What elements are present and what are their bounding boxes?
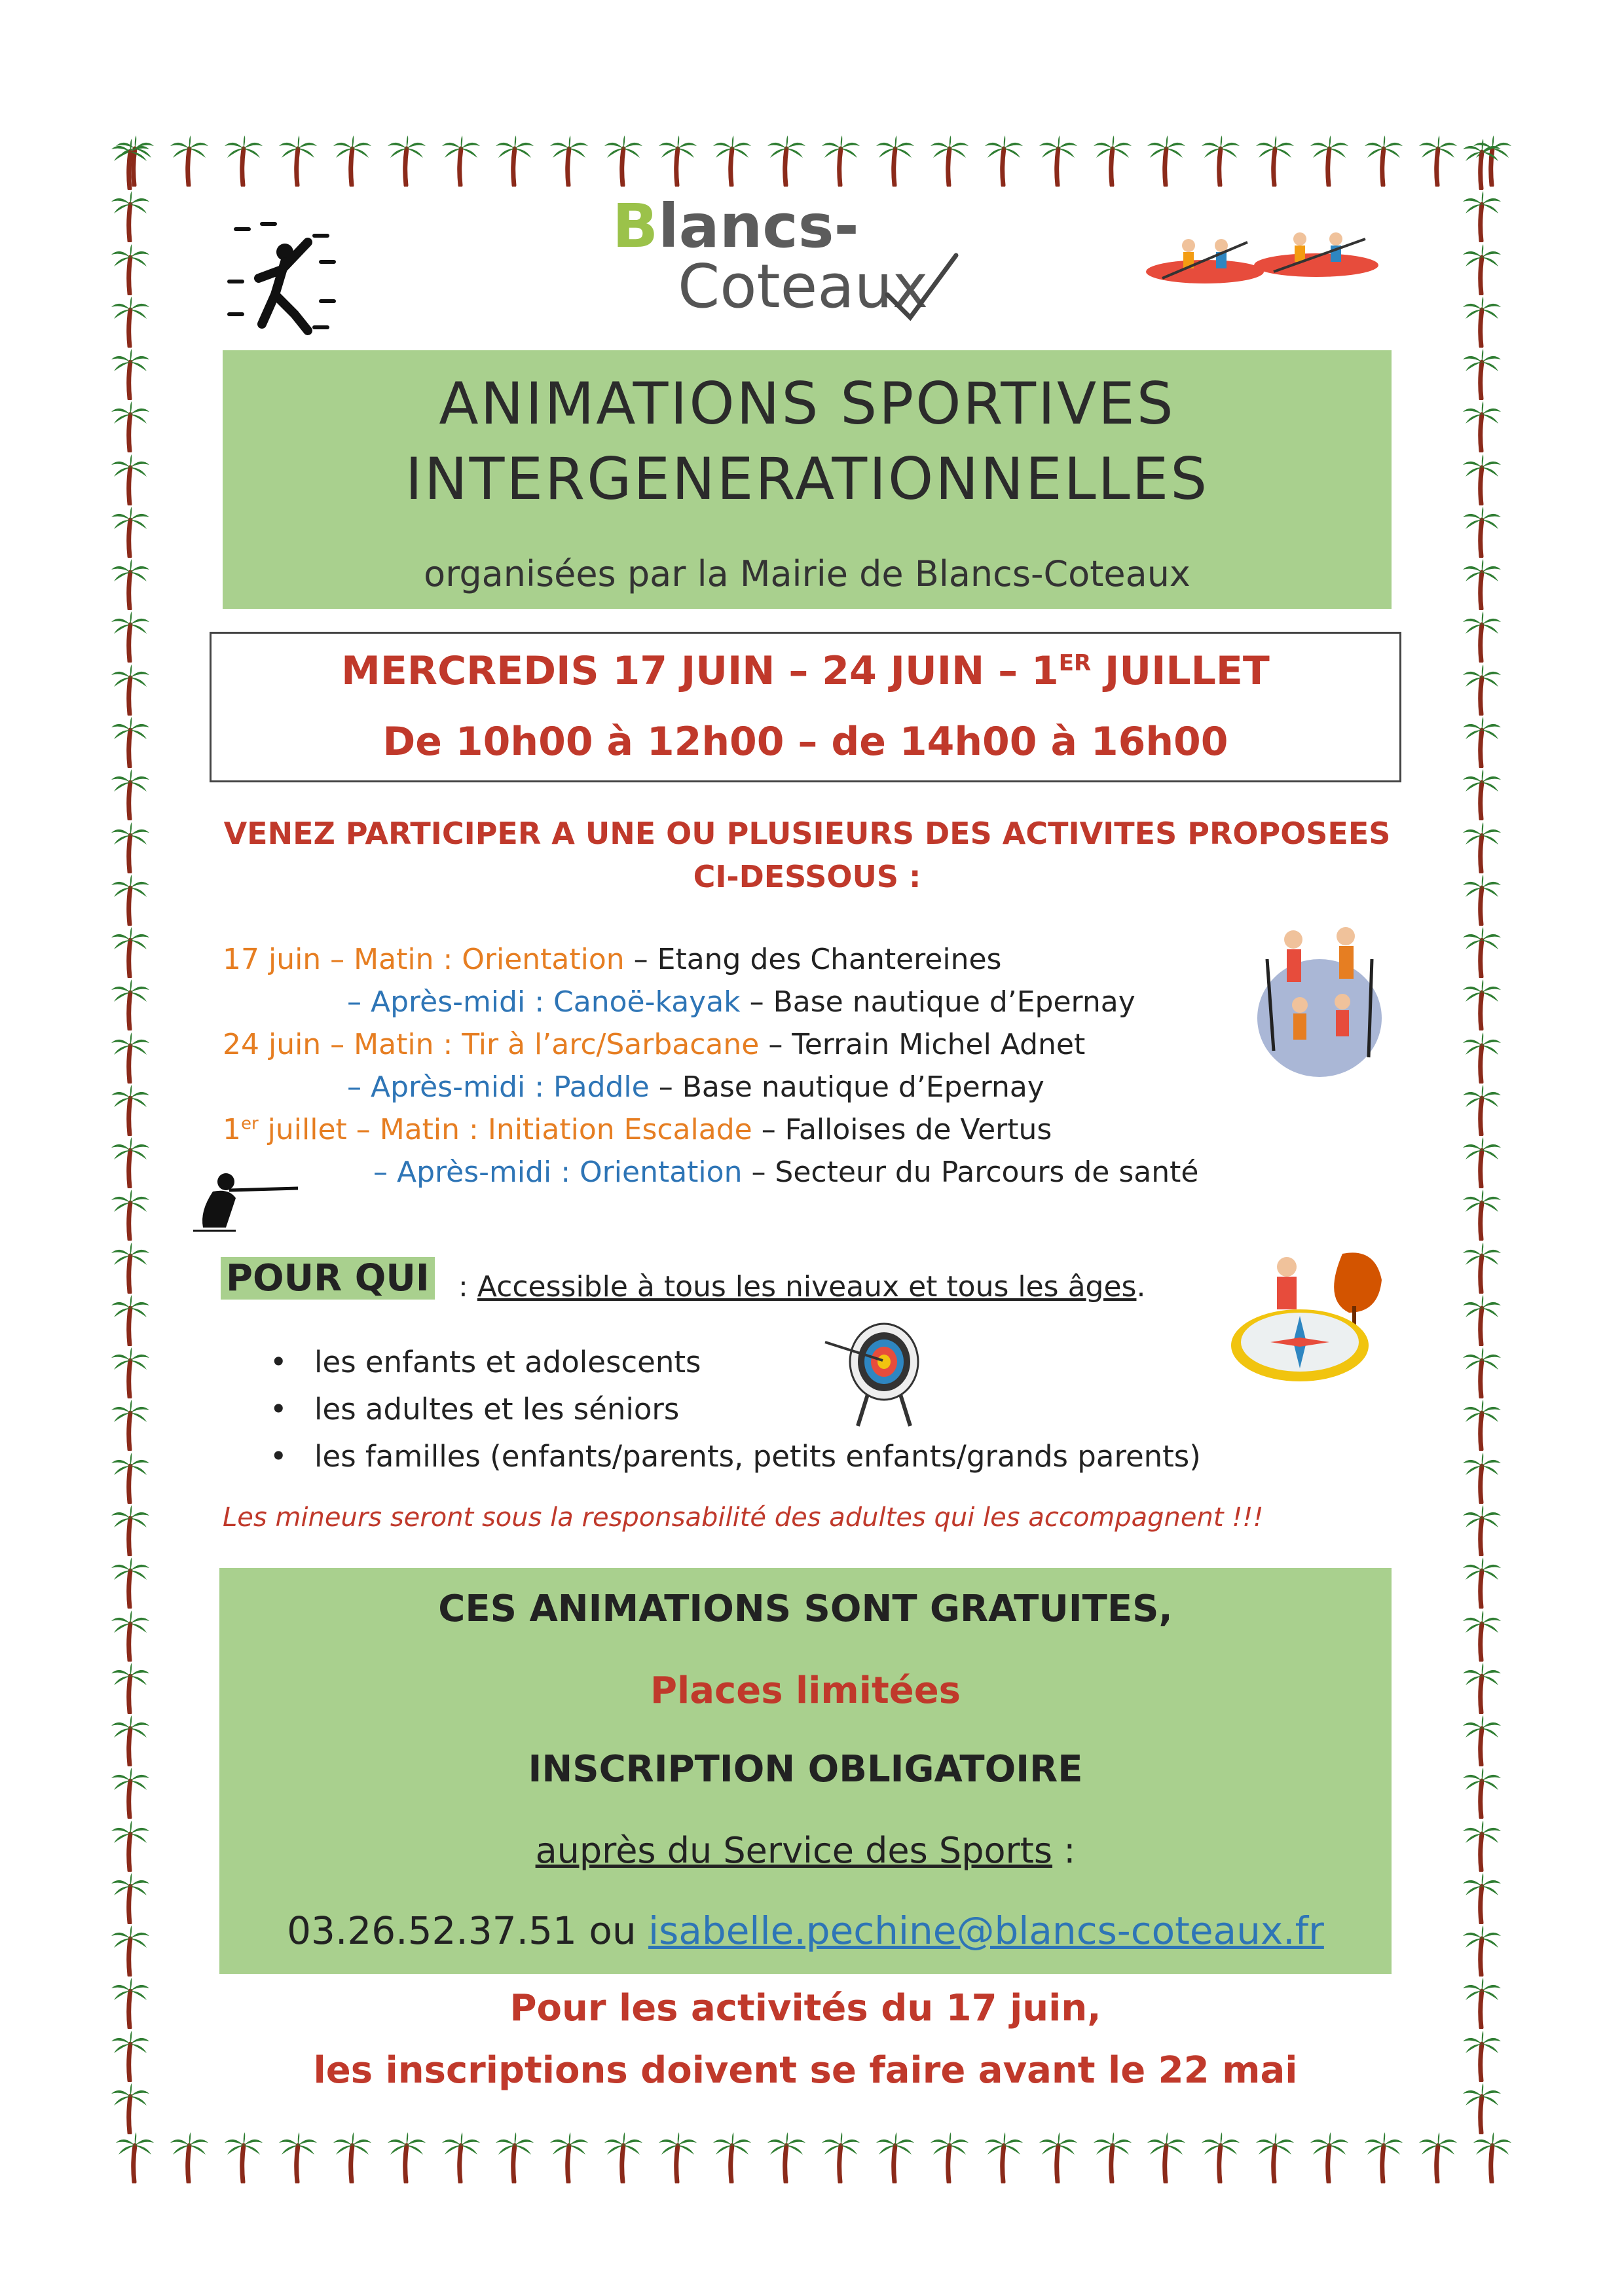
- palm-tree-icon: [223, 2131, 264, 2183]
- activity-row: [223, 943, 1001, 976]
- palm-tree-icon: [766, 134, 807, 187]
- palm-tree-icon: [1038, 2131, 1079, 2183]
- palm-tree-icon: [110, 716, 151, 768]
- palm-tree-icon: [712, 2131, 752, 2183]
- palm-tree-icon: [278, 2131, 318, 2183]
- email-link[interactable]: isabelle.pechine@blancs-coteaux.fr: [648, 1908, 1324, 1953]
- activity-row: [347, 1070, 1044, 1104]
- activity-label: 17 juin – Matin : Orientation: [223, 943, 625, 976]
- logo-letter: B: [612, 191, 659, 261]
- service-end: :: [1052, 1830, 1076, 1871]
- palm-border-right: [1462, 137, 1507, 2134]
- palm-tree-icon: [110, 1504, 151, 1556]
- palm-tree-icon: [1462, 978, 1502, 1030]
- palm-tree-icon: [1462, 610, 1502, 663]
- page-title-line2: INTERGENERATIONNELLES: [405, 445, 1209, 513]
- audience-description: [458, 1270, 1145, 1303]
- palm-tree-icon: [1462, 1084, 1502, 1136]
- palm-tree-icon: [110, 295, 151, 348]
- palm-tree-icon: [1418, 2131, 1458, 2183]
- activity-label: – Après-midi : Orientation: [373, 1156, 743, 1189]
- palm-tree-icon: [110, 1398, 151, 1451]
- activity-place: – Secteur du Parcours de santé: [742, 1156, 1199, 1189]
- palm-tree-icon: [110, 978, 151, 1030]
- palm-tree-icon: [1462, 1451, 1502, 1504]
- palm-tree-icon: [110, 1819, 151, 1872]
- dates-line: [212, 648, 1399, 694]
- palm-tree-icon: [1146, 2131, 1187, 2183]
- activity-label-rest: juillet – Matin : Initiation Escalade: [258, 1113, 752, 1146]
- activity-label: 24 juin – Matin : Tir à l’arc/Sarbacane: [223, 1028, 760, 1061]
- palm-tree-icon: [1255, 2131, 1295, 2183]
- palm-tree-icon: [1462, 453, 1502, 505]
- palm-tree-icon: [1462, 2082, 1502, 2134]
- palm-tree-icon: [110, 348, 151, 400]
- palm-tree-icon: [1092, 2131, 1133, 2183]
- palm-tree-icon: [110, 1714, 151, 1766]
- logo-line1: [612, 191, 859, 261]
- palm-tree-icon: [110, 1924, 151, 1977]
- palm-tree-icon: [1200, 134, 1241, 187]
- palm-tree-icon: [1472, 2131, 1513, 2183]
- palm-tree-icon: [110, 1451, 151, 1504]
- palm-tree-icon: [1462, 1714, 1502, 1766]
- list-item: • les adultes et les séniors: [262, 1386, 1201, 1433]
- palm-tree-icon: [110, 1084, 151, 1136]
- palm-tree-icon: [386, 134, 427, 187]
- palm-tree-icon: [110, 2030, 151, 2082]
- palm-tree-icon: [1462, 768, 1502, 820]
- palm-tree-icon: [1462, 558, 1502, 610]
- activity-row: [223, 1113, 1052, 1146]
- palm-tree-icon: [1462, 1294, 1502, 1346]
- page-title-line1: ANIMATIONS SPORTIVES: [439, 370, 1175, 437]
- palm-tree-icon: [110, 1556, 151, 1609]
- logo-line2: Coteaux: [678, 251, 929, 321]
- palm-tree-icon: [110, 873, 151, 926]
- palm-tree-icon: [549, 134, 589, 187]
- palm-tree-icon: [1462, 1609, 1502, 1662]
- palm-tree-icon: [1462, 1662, 1502, 1714]
- palm-tree-icon: [110, 453, 151, 505]
- archer-icon: [190, 1165, 301, 1237]
- activity-row: [347, 985, 1135, 1019]
- palm-tree-icon: [441, 134, 481, 187]
- palm-tree-icon: [110, 610, 151, 663]
- palm-tree-icon: [1462, 1398, 1502, 1451]
- contact-or: ou: [576, 1908, 649, 1953]
- palm-tree-icon: [110, 1346, 151, 1398]
- logo-text: lancs-: [658, 191, 859, 261]
- palm-tree-icon: [110, 926, 151, 978]
- palm-tree-icon: [1038, 134, 1079, 187]
- palm-tree-icon: [1462, 137, 1502, 190]
- activity-place: – Terrain Michel Adnet: [759, 1028, 1086, 1061]
- activity-row: [373, 1156, 1198, 1189]
- title-banner: [223, 350, 1392, 609]
- palm-tree-icon: [332, 2131, 373, 2183]
- palm-tree-icon: [1462, 2030, 1502, 2082]
- list-item: • les enfants et adolescents: [262, 1339, 1201, 1386]
- palm-border-bottom: [115, 2131, 1513, 2187]
- dates-box: [210, 632, 1401, 782]
- palm-tree-icon: [1462, 716, 1502, 768]
- palm-tree-icon: [1200, 2131, 1241, 2183]
- palm-tree-icon: [1363, 134, 1404, 187]
- audience-colon: :: [458, 1270, 477, 1303]
- palm-tree-icon: [1462, 295, 1502, 348]
- activity-place: – Base nautique d’Epernay: [649, 1070, 1044, 1104]
- audience-desc-end: .: [1136, 1270, 1146, 1303]
- dates-main: MERCREDIS 17 JUIN – 24 JUIN – 1: [341, 648, 1059, 694]
- palm-tree-icon: [984, 2131, 1024, 2183]
- palm-tree-icon: [223, 134, 264, 187]
- invite-line1: VENEZ PARTICIPER A UNE OU PLUSIEURS DES ACTIVITES PROPOSEES: [223, 816, 1391, 851]
- activity-label: [223, 1113, 752, 1146]
- palm-tree-icon: [1418, 134, 1458, 187]
- palm-tree-icon: [1462, 1977, 1502, 2029]
- registration-banner: [219, 1568, 1392, 1974]
- palm-tree-icon: [110, 1136, 151, 1188]
- palm-tree-icon: [1462, 1031, 1502, 1084]
- logo: [612, 191, 979, 327]
- service-name: auprès du Service des Sports: [535, 1830, 1053, 1871]
- palm-tree-icon: [875, 2131, 915, 2183]
- palm-border-left: [110, 137, 156, 2134]
- palm-tree-icon: [1255, 134, 1295, 187]
- palm-tree-icon: [821, 134, 861, 187]
- invite-text: [223, 812, 1392, 898]
- palm-tree-icon: [1092, 134, 1133, 187]
- contact-line: [219, 1908, 1392, 1953]
- free-notice: CES ANIMATIONS SONT GRATUITES,: [438, 1588, 1173, 1630]
- palm-tree-icon: [1462, 1504, 1502, 1556]
- palm-tree-icon: [110, 1872, 151, 1924]
- palm-tree-icon: [110, 1662, 151, 1714]
- palm-tree-icon: [110, 768, 151, 820]
- footer-line2: les inscriptions doivent se faire avant le 22 mai: [313, 2049, 1298, 2092]
- palm-tree-icon: [603, 134, 644, 187]
- palm-tree-icon: [1462, 1241, 1502, 1294]
- palm-tree-icon: [549, 2131, 589, 2183]
- activity-label-sup: er: [241, 1114, 259, 1134]
- palm-tree-icon: [110, 1031, 151, 1084]
- activity-label: – Après-midi : Canoë-kayak: [347, 985, 741, 1019]
- footer-line1: Pour les activités du 17 juin,: [509, 1987, 1101, 2030]
- palm-tree-icon: [766, 2131, 807, 2183]
- palm-tree-icon: [115, 2131, 155, 2183]
- phone-number: 03.26.52.37.51: [287, 1908, 577, 1953]
- paddle-board-icon: [1254, 920, 1385, 1084]
- dates-end: JUILLET: [1091, 648, 1270, 694]
- palm-tree-icon: [110, 558, 151, 610]
- palm-tree-icon: [332, 134, 373, 187]
- palm-tree-icon: [1462, 873, 1502, 926]
- palm-tree-icon: [1462, 663, 1502, 716]
- climber-icon: [223, 216, 341, 340]
- palm-tree-icon: [110, 1977, 151, 2029]
- palm-tree-icon: [169, 2131, 210, 2183]
- palm-tree-icon: [494, 2131, 535, 2183]
- kayak-icon: [1143, 216, 1392, 301]
- dates-sup: ER: [1058, 650, 1092, 676]
- compass-icon: [1225, 1241, 1388, 1391]
- list-item: • les familles (enfants/parents, petits enfants/grands parents): [262, 1433, 1201, 1480]
- palm-tree-icon: [603, 2131, 644, 2183]
- palm-tree-icon: [821, 2131, 861, 2183]
- palm-tree-icon: [1363, 2131, 1404, 2183]
- palm-tree-icon: [1462, 348, 1502, 400]
- activity-label-start: 1: [223, 1113, 241, 1146]
- palm-tree-icon: [110, 1294, 151, 1346]
- palm-border-top: [115, 134, 1513, 190]
- palm-tree-icon: [1462, 505, 1502, 558]
- minors-warning: Les mineurs seront sous la responsabilité des adultes qui les accompagnent !!!: [223, 1503, 1264, 1533]
- palm-tree-icon: [1462, 821, 1502, 873]
- palm-tree-icon: [929, 134, 970, 187]
- palm-tree-icon: [110, 400, 151, 452]
- palm-tree-icon: [657, 2131, 698, 2183]
- palm-tree-icon: [110, 1609, 151, 1662]
- palm-tree-icon: [875, 134, 915, 187]
- palm-tree-icon: [1309, 134, 1350, 187]
- palm-tree-icon: [657, 134, 698, 187]
- palm-tree-icon: [110, 1188, 151, 1241]
- palm-tree-icon: [1462, 1924, 1502, 1977]
- palm-tree-icon: [1462, 1872, 1502, 1924]
- activity-label: – Après-midi : Paddle: [347, 1070, 650, 1104]
- palm-tree-icon: [1462, 926, 1502, 978]
- mandatory-registration: INSCRIPTION OBLIGATOIRE: [528, 1748, 1083, 1791]
- palm-tree-icon: [110, 137, 151, 190]
- palm-tree-icon: [1462, 1346, 1502, 1398]
- palm-tree-icon: [1309, 2131, 1350, 2183]
- palm-tree-icon: [1462, 1766, 1502, 1819]
- invite-line2: CI-DESSOUS :: [693, 859, 921, 894]
- palm-tree-icon: [712, 134, 752, 187]
- palm-tree-icon: [984, 134, 1024, 187]
- limited-places: Places limitées: [650, 1669, 961, 1712]
- palm-tree-icon: [110, 243, 151, 295]
- palm-tree-icon: [110, 2082, 151, 2134]
- service-line: [219, 1830, 1392, 1871]
- palm-tree-icon: [1462, 190, 1502, 242]
- palm-tree-icon: [1462, 1188, 1502, 1241]
- palm-tree-icon: [110, 1241, 151, 1294]
- activity-place: – Falloises de Vertus: [752, 1113, 1052, 1146]
- palm-tree-icon: [110, 190, 151, 242]
- hours-line: De 10h00 à 12h00 – de 14h00 à 16h00: [382, 719, 1228, 765]
- palm-tree-icon: [1462, 400, 1502, 452]
- check-mark-icon: [881, 249, 959, 321]
- palm-tree-icon: [110, 663, 151, 716]
- palm-tree-icon: [494, 134, 535, 187]
- palm-tree-icon: [1146, 134, 1187, 187]
- palm-tree-icon: [386, 2131, 427, 2183]
- palm-tree-icon: [169, 134, 210, 187]
- palm-tree-icon: [110, 1766, 151, 1819]
- page-subtitle: organisées par la Mairie de Blancs-Coteaux: [424, 553, 1190, 594]
- activity-row: [223, 1028, 1085, 1061]
- palm-tree-icon: [1462, 243, 1502, 295]
- palm-tree-icon: [929, 2131, 970, 2183]
- audience-list: [262, 1339, 1201, 1480]
- palm-tree-icon: [441, 2131, 481, 2183]
- audience-desc: Accessible à tous les niveaux et tous les âges: [477, 1270, 1137, 1303]
- activity-place: – Etang des Chantereines: [624, 943, 1002, 976]
- palm-tree-icon: [1462, 1819, 1502, 1872]
- palm-tree-icon: [1462, 1556, 1502, 1609]
- palm-tree-icon: [110, 505, 151, 558]
- palm-tree-icon: [1462, 1136, 1502, 1188]
- activity-place: – Base nautique d’Epernay: [740, 985, 1135, 1019]
- palm-tree-icon: [110, 821, 151, 873]
- palm-tree-icon: [278, 134, 318, 187]
- audience-label: POUR QUI: [221, 1257, 435, 1300]
